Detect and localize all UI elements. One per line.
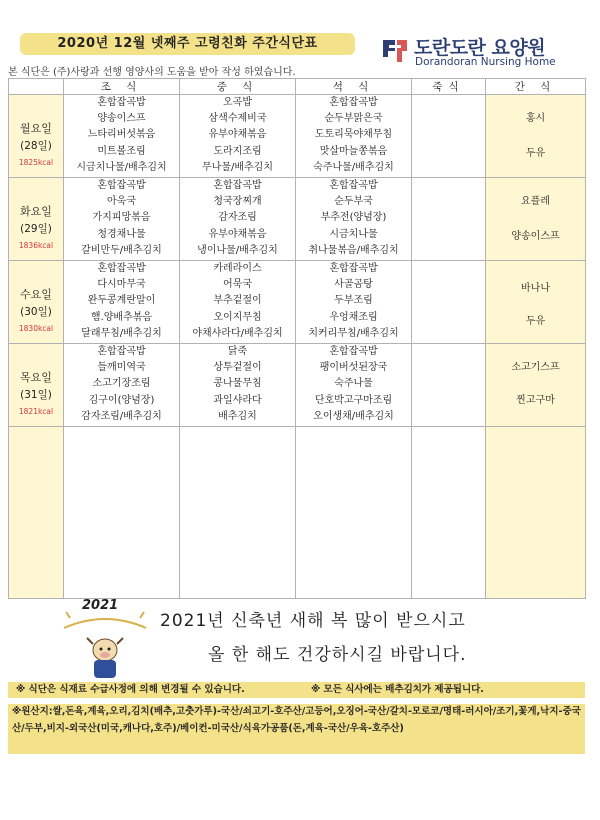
notice-bar	[8, 682, 585, 698]
empty-cell	[412, 427, 486, 599]
dinner-cell	[296, 95, 412, 178]
day-kcal: 1821kcal	[18, 407, 54, 416]
menu-item: 감자조림/배추김치	[81, 410, 162, 422]
menu-item: 혼합잡곡밥	[329, 346, 378, 357]
table-header-row	[9, 79, 586, 95]
day-date: (29일)	[20, 223, 52, 235]
header-dinner: 석 식	[296, 79, 412, 95]
menu-item: 단호박고구마조림	[314, 394, 393, 406]
menu-item: 두부조림	[334, 295, 373, 307]
breakfast-cell	[64, 95, 180, 178]
menu-item: 혼합잡곡밥	[329, 263, 378, 274]
lunch-cell	[180, 95, 296, 178]
porridge-cell	[412, 261, 486, 344]
header-breakfast: 조 식	[64, 79, 180, 95]
menu-item: 삼색수제비국	[208, 113, 267, 125]
table-row	[9, 178, 586, 261]
day-name: 화요일	[20, 205, 52, 218]
menu-item: 유부야채볶음	[208, 129, 267, 141]
day-date: (31일)	[20, 389, 52, 401]
snack-item: 소고기스프	[511, 362, 560, 373]
day-kcal: 1830kcal	[18, 324, 54, 333]
day-kcal: 1836kcal	[18, 241, 54, 250]
snack-item: 양송이스프	[511, 231, 560, 242]
snack-item: 찐고구마	[516, 395, 555, 406]
menu-item: 시금치나물	[329, 228, 378, 240]
header-snack: 간 식	[486, 79, 586, 95]
menu-item: 도토리묵야채무침	[314, 129, 393, 141]
snack-item: 요플레	[521, 196, 550, 207]
porridge-cell	[412, 178, 486, 261]
menu-item: 순두부국	[334, 196, 373, 208]
day-cell	[9, 178, 64, 261]
menu-item: 치커리무침/배추김치	[308, 327, 399, 339]
menu-item: 부추겉절이	[213, 295, 262, 307]
logo	[380, 30, 580, 72]
menu-item: 오이지무침	[213, 311, 262, 323]
menu-item: 도라지조림	[213, 145, 262, 157]
menu-title: 2020년 12월 넷째주 고령친화 주간식단표	[20, 33, 355, 55]
lunch-cell	[180, 261, 296, 344]
menu-item: 취나물볶음/배추김치	[308, 244, 399, 256]
menu-item: 콩나물무침	[213, 378, 262, 390]
table-row	[9, 344, 586, 427]
menu-item: 양송이스프	[97, 113, 146, 125]
day-date: (30일)	[20, 306, 52, 318]
breakfast-cell	[64, 344, 180, 427]
snack-item: 홍시	[525, 113, 546, 124]
menu-item: 시금치나물/배추김치	[76, 161, 167, 173]
menu-item: 팽이버섯된장국	[319, 362, 388, 374]
empty-cell	[64, 427, 180, 599]
day-name: 수요일	[20, 288, 52, 301]
lunch-cell	[180, 178, 296, 261]
menu-item: 혼합잡곡밥	[97, 180, 146, 191]
dinner-cell	[296, 261, 412, 344]
table-row	[9, 261, 586, 344]
breakfast-cell	[64, 178, 180, 261]
art-year-text: 2021	[82, 598, 119, 613]
menu-item: 갈비만두/배추김치	[81, 244, 162, 256]
table-row	[9, 95, 586, 178]
menu-item: 혼합잡곡밥	[213, 180, 262, 191]
menu-item: 유부야채볶음	[208, 228, 267, 240]
menu-item: 다시마무국	[97, 279, 146, 291]
porridge-cell	[412, 95, 486, 178]
intro-text: 본 식단은 (주)사랑과 선행 영양사의 도움을 받아 작성 하였습니다.	[8, 67, 296, 78]
header-porridge: 죽식	[412, 79, 486, 95]
menu-item: 냉이나물/배추김치	[197, 244, 278, 256]
snack-item: 두유	[525, 316, 546, 327]
menu-item: 가지피망볶음	[92, 212, 151, 224]
menu-item: 닭죽	[227, 346, 248, 357]
menu-item: 무나물/배추김치	[202, 161, 273, 173]
snack-cell	[486, 95, 586, 178]
menu-item: 청국장찌개	[213, 196, 262, 208]
greeting-line-2: 올 한 해도 건강하시길 바랍니다.	[208, 645, 467, 665]
menu-item: 배추김치	[218, 410, 257, 422]
origin-info: ※원산지:쌀,돈육,계육,오리,김치(배추,고춧가루)-국산/쇠고기-호주산/고등어,오징어-국산/갈치-모로코/명태-러시아/조기,꽃게,낙지-중국산/두부,비지-외국산(미국,캐나다,호주)/베이컨-미국산/식육가공품(돈,계육-국산/우육-호주산)	[8, 704, 585, 754]
menu-item: 상투겉절이	[213, 362, 262, 374]
dinner-cell	[296, 178, 412, 261]
day-kcal: 1825kcal	[18, 158, 54, 167]
empty-cell	[296, 427, 412, 599]
day-cell	[9, 344, 64, 427]
snack-cell	[486, 261, 586, 344]
menu-item: 혼합잡곡밥	[97, 346, 146, 357]
day-name: 목요일	[20, 371, 52, 384]
breakfast-cell	[64, 261, 180, 344]
menu-item: 오이생채/배추김치	[313, 410, 394, 422]
logo-name: 도란도란 요양원	[414, 37, 546, 59]
menu-item: 야채샤라다/배추김치	[192, 327, 283, 339]
menu-item: 과일샤라다	[213, 394, 262, 406]
menu-item: 혼합잡곡밥	[97, 263, 146, 274]
menu-item: 완두콩계란말이	[87, 295, 156, 307]
menu-item: 들깨미역국	[97, 362, 146, 374]
empty-day-cell	[9, 427, 64, 599]
menu-item: 달래무침/배추김치	[81, 327, 162, 339]
menu-item: 오곡밥	[223, 97, 252, 108]
snack-cell	[486, 178, 586, 261]
menu-item: 어묵국	[223, 279, 252, 291]
empty-row	[9, 427, 586, 599]
snack-cell	[486, 344, 586, 427]
notice-kimchi: ※ 모든 식사에는 배추김치가 제공됩니다.	[311, 684, 484, 695]
menu-item: 감자조림	[218, 212, 257, 224]
notice-change: ※ 식단은 식재료 수급사정에 의해 변경될 수 있습니다.	[16, 684, 245, 695]
menu-item: 혼합잡곡밥	[329, 180, 378, 191]
empty-snack-cell	[486, 427, 586, 599]
menu-item: 햄.양배추볶음	[90, 311, 153, 323]
porridge-cell	[412, 344, 486, 427]
menu-item: 숙주나물/배추김치	[313, 161, 394, 173]
menu-item: 느타리버섯볶음	[87, 129, 156, 141]
menu-item: 우엉채조림	[329, 311, 378, 323]
menu-item: 소고기장조림	[92, 378, 151, 390]
menu-item: 김구이(양념장)	[88, 394, 155, 406]
snack-item: 두유	[525, 148, 546, 159]
new-year-ox-illustration	[60, 598, 150, 682]
menu-item: 부추전(양념장)	[320, 212, 387, 224]
snack-item: 바나나	[521, 283, 550, 294]
menu-item: 사골곰탕	[334, 279, 373, 291]
menu-item: 맛살마늘쫑볶음	[319, 145, 388, 157]
dinner-cell	[296, 344, 412, 427]
logo-mark-icon	[380, 34, 410, 64]
empty-cell	[180, 427, 296, 599]
menu-item: 아욱국	[107, 196, 136, 208]
day-cell	[9, 95, 64, 178]
day-cell	[9, 261, 64, 344]
menu-item: 청경채나물	[97, 228, 146, 240]
menu-item: 숙주나물	[334, 378, 373, 390]
menu-item: 순두부맑은국	[324, 113, 383, 125]
menu-item: 혼합잡곡밥	[329, 97, 378, 108]
corner-cell	[9, 79, 64, 95]
greeting-line-1: 2021년 신축년 새해 복 많이 받으시고	[160, 611, 466, 631]
menu-item: 미트볼조림	[97, 145, 146, 157]
menu-item: 혼합잡곡밥	[97, 97, 146, 108]
header-lunch: 중 식	[180, 79, 296, 95]
day-name: 월요일	[20, 122, 52, 135]
menu-item: 카레라이스	[213, 263, 262, 274]
day-date: (28일)	[20, 140, 52, 152]
lunch-cell	[180, 344, 296, 427]
logo-english-name: Dorandoran Nursing Home	[415, 56, 556, 68]
weekly-menu-table	[8, 78, 586, 599]
